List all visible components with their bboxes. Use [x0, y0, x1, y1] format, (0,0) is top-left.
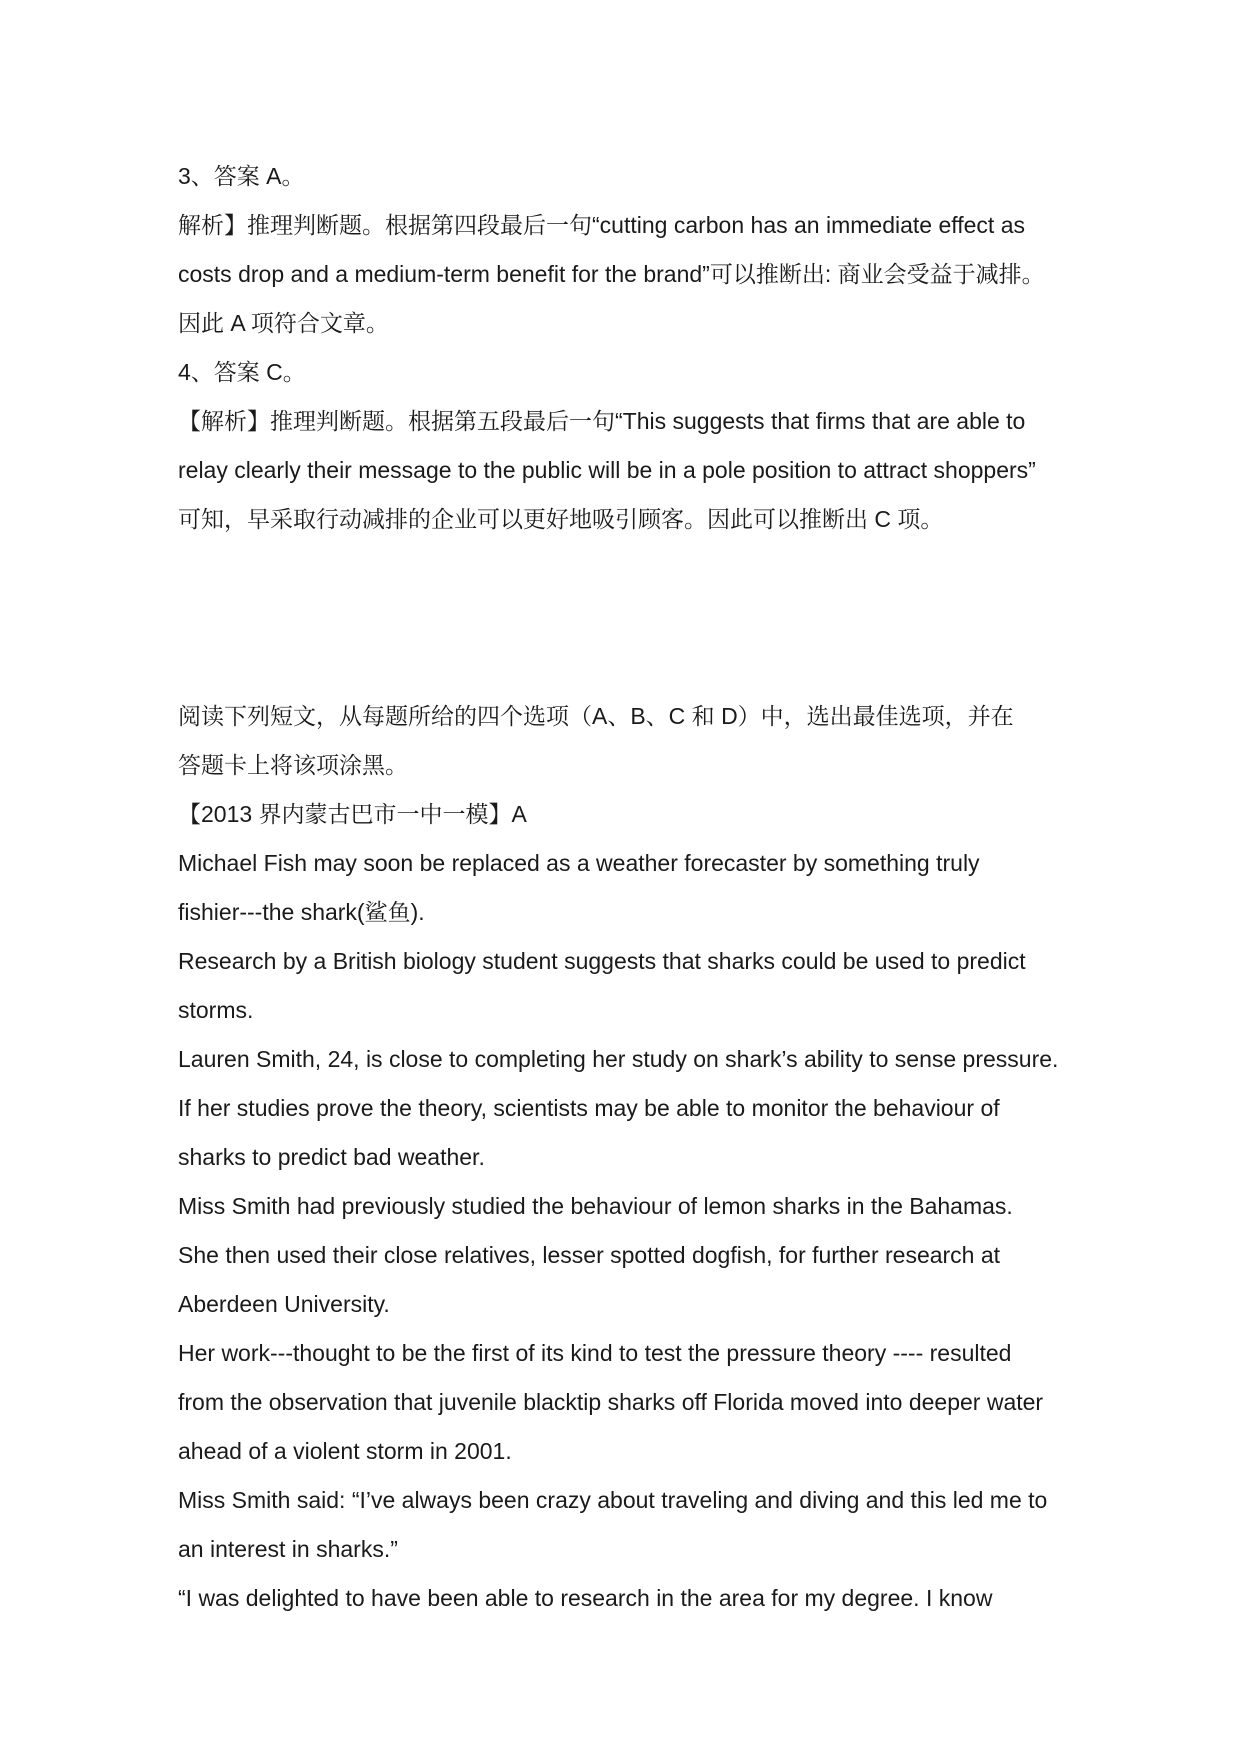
answer-3-explanation-line: 因此 A 项符合文章。 [178, 310, 389, 336]
passage-line: Miss Smith had previously studied the behaviour of lemon sharks in the Bahamas. [178, 1193, 1013, 1219]
instruction-line: 阅读下列短文，从每题所给的四个选项（A、B、C 和 D）中，选出最佳选项，并在 [178, 703, 1014, 729]
answer-4-explanation-line: relay clearly their message to the public will be in a pole position to attract shoppers” [178, 457, 1036, 483]
passage-source: 【2013 界内蒙古巴市一中一模】A [178, 801, 527, 827]
reading-passage [178, 692, 1078, 1623]
passage-line: Michael Fish may soon be replaced as a weather forecaster by something truly [178, 850, 980, 876]
passage-line: from the observation that juvenile blacktip sharks off Florida moved into deeper water [178, 1389, 1044, 1415]
passage-line: an interest in sharks.” [178, 1536, 398, 1562]
passage-line: storms. [178, 997, 254, 1023]
passage-line: “I was delighted to have been able to research in the area for my degree. I know [178, 1585, 993, 1611]
passage-line: If her studies prove the theory, scientists may be able to monitor the behaviour of [178, 1095, 1000, 1121]
passage-line: Miss Smith said: “I’ve always been crazy about traveling and diving and this led me to [178, 1487, 1048, 1513]
instruction-line: 答题卡上将该项涂黑。 [178, 752, 408, 778]
passage-line: sharks to predict bad weather. [178, 1144, 485, 1170]
answer-explanations [178, 152, 1078, 544]
answer-3-heading: 3、答案 A。 [178, 163, 305, 189]
passage-line: fishier---the shark(鲨鱼). [178, 899, 425, 925]
answer-3-explanation-line: 解析】推理判断题。根据第四段最后一句“cutting carbon has an immediate effect as [178, 212, 1025, 238]
passage-line: Research by a British biology student suggests that sharks could be used to predict [178, 948, 1026, 974]
answer-3-explanation-line: costs drop and a medium-term benefit for the brand”可以推断出: 商业会受益于减排。 [178, 261, 1045, 287]
passage-line: She then used their close relatives, lesser spotted dogfish, for further research at [178, 1242, 1001, 1268]
passage-line: Aberdeen University. [178, 1291, 390, 1317]
answer-4-explanation-line: 可知，早采取行动减排的企业可以更好地吸引顾客。因此可以推断出 C 项。 [178, 506, 944, 532]
passage-line: ahead of a violent storm in 2001. [178, 1438, 512, 1464]
passage-line: Lauren Smith, 24, is close to completing her study on shark’s ability to sense pressure. [178, 1046, 1059, 1072]
answer-4-heading: 4、答案 C。 [178, 359, 306, 385]
passage-line: Her work---thought to be the first of its kind to test the pressure theory ---- resulted [178, 1340, 1012, 1366]
answer-4-explanation-line: 【解析】推理判断题。根据第五段最后一句“This suggests that firms that are able to [178, 408, 1026, 434]
